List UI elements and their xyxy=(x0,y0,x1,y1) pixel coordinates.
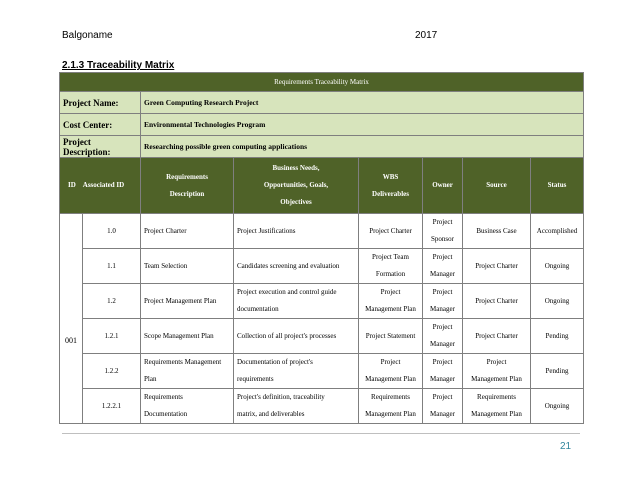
source-cell-line1: Business Case xyxy=(476,226,517,235)
column-header-associated-id: Associated ID xyxy=(82,181,125,189)
owner-cell-line1: Project xyxy=(432,393,453,401)
status-cell: Ongoing xyxy=(531,389,584,424)
table-row xyxy=(60,389,584,424)
wbs-deliverables-cell-line1: Project Charter xyxy=(369,226,412,235)
wbs-deliverables-cell-line2: Management Plan xyxy=(365,305,416,313)
associated-id-cell: 1.2.2.1 xyxy=(83,389,141,424)
owner-cell-line2: Manager xyxy=(430,270,455,278)
table-row xyxy=(60,214,584,249)
source-cell-line1: Project Charter xyxy=(475,331,518,340)
column-header-wbs-line1: WBS xyxy=(382,172,399,181)
requirement-description-cell xyxy=(141,389,234,424)
requirement-description-cell-line1: Scope Management Plan xyxy=(144,331,214,340)
column-header-req-line2: Description xyxy=(169,189,205,198)
source-cell-line1: Requirements xyxy=(477,393,516,401)
column-header-biz-line1: Business Needs, xyxy=(272,164,320,172)
requirement-description-cell-line1: Project Management Plan xyxy=(144,296,217,305)
requirement-description-cell xyxy=(141,214,234,249)
business-needs-cell xyxy=(234,249,359,284)
source-cell xyxy=(463,214,531,249)
source-cell-line2: Management Plan xyxy=(471,375,522,383)
business-needs-cell xyxy=(234,389,359,424)
associated-id-cell: 1.1 xyxy=(83,249,141,284)
wbs-deliverables-cell xyxy=(359,354,423,389)
requirement-description-cell-line2: Plan xyxy=(144,375,157,383)
business-needs-cell-line2: requirements xyxy=(237,375,274,383)
source-cell-line1: Project xyxy=(486,358,507,366)
requirement-description-cell-line1: Team Selection xyxy=(144,261,188,270)
business-needs-cell-line1: Project Justifications xyxy=(237,226,296,235)
column-header-biz-line3: Objectives xyxy=(280,198,312,206)
wbs-deliverables-cell xyxy=(359,389,423,424)
wbs-deliverables-cell-line1: Project Statement xyxy=(365,331,416,340)
header-left-text: Balgoname xyxy=(62,30,113,41)
table-row xyxy=(60,249,584,284)
cost-center-value: Environmental Technologies Program xyxy=(141,114,584,136)
column-header-req-line1: Requirements xyxy=(166,172,208,181)
column-header-id: ID xyxy=(68,181,76,189)
owner-cell xyxy=(423,284,463,319)
requirement-description-cell-line1: Project Charter xyxy=(144,226,187,235)
business-needs-cell-line1: Candidates screening and evaluation xyxy=(237,261,340,270)
requirement-description-cell xyxy=(141,284,234,319)
status-cell: Pending xyxy=(531,319,584,354)
status-cell: Pending xyxy=(531,354,584,389)
column-header-status: Status xyxy=(531,158,584,214)
source-cell xyxy=(463,354,531,389)
owner-cell xyxy=(423,249,463,284)
source-cell-line1: Project Charter xyxy=(475,296,518,305)
business-needs-cell-line1: Project execution and control guide xyxy=(237,288,337,296)
column-header-business-needs xyxy=(234,158,359,214)
owner-cell-line1: Project xyxy=(432,253,453,261)
requirement-description-cell xyxy=(141,319,234,354)
owner-cell-line2: Manager xyxy=(430,305,455,313)
business-needs-cell-line1: Documentation of project's xyxy=(237,358,313,366)
wbs-deliverables-cell-line1: Project Team xyxy=(372,253,409,261)
project-name-value: Green Computing Research Project xyxy=(141,92,584,114)
wbs-deliverables-cell xyxy=(359,319,423,354)
status-cell: Accomplished xyxy=(531,214,584,249)
owner-cell-line1: Project xyxy=(432,218,453,226)
source-cell xyxy=(463,319,531,354)
status-cell: Ongoing xyxy=(531,284,584,319)
table-row xyxy=(60,319,584,354)
column-header-wbs-deliverables xyxy=(359,158,423,214)
table-row xyxy=(60,284,584,319)
business-needs-cell xyxy=(234,354,359,389)
section-heading: 2.1.3 Traceability Matrix xyxy=(62,60,175,71)
requirement-description-cell-line1: Requirements xyxy=(144,393,183,401)
requirement-description-cell-line2: Documentation xyxy=(144,410,188,418)
associated-id-cell: 1.2 xyxy=(83,284,141,319)
wbs-deliverables-cell xyxy=(359,249,423,284)
owner-cell xyxy=(423,319,463,354)
business-needs-cell-line2: documentation xyxy=(237,305,279,313)
matrix-title: Requirements Traceability Matrix xyxy=(60,73,584,92)
owner-cell-line2: Manager xyxy=(430,340,455,348)
owner-cell-line1: Project xyxy=(432,288,453,296)
wbs-deliverables-cell-line1: Project xyxy=(380,358,401,366)
traceability-matrix-table xyxy=(59,72,584,424)
owner-cell-line2: Sponsor xyxy=(431,235,454,243)
requirement-description-cell xyxy=(141,354,234,389)
page-number: 21 xyxy=(560,441,572,452)
requirement-description-cell-line1: Requirements Management xyxy=(144,358,222,366)
column-header-biz-line2: Opportunities, Goals, xyxy=(263,181,329,189)
business-needs-cell-line1: Collection of all project's processes xyxy=(237,331,337,340)
associated-id-cell: 1.2.2 xyxy=(83,354,141,389)
column-header-id-associated xyxy=(60,158,141,214)
source-cell xyxy=(463,389,531,424)
column-header-source: Source xyxy=(463,158,531,214)
source-cell xyxy=(463,249,531,284)
table-row xyxy=(60,354,584,389)
header-year: 2017 xyxy=(415,30,438,41)
wbs-deliverables-cell-line2: Formation xyxy=(375,270,406,278)
owner-cell xyxy=(423,354,463,389)
cost-center-label: Cost Center: xyxy=(60,114,141,136)
wbs-deliverables-cell-line1: Project xyxy=(380,288,401,296)
owner-cell xyxy=(423,389,463,424)
source-cell-line2: Management Plan xyxy=(471,410,522,418)
wbs-deliverables-cell xyxy=(359,284,423,319)
wbs-deliverables-cell-line2: Management Plan xyxy=(365,375,416,383)
business-needs-cell-line2: matrix, and deliverables xyxy=(237,410,305,418)
owner-cell-line2: Manager xyxy=(430,410,455,418)
owner-cell xyxy=(423,214,463,249)
column-header-requirements-description xyxy=(141,158,234,214)
owner-cell-line2: Manager xyxy=(430,375,455,383)
business-needs-cell xyxy=(234,284,359,319)
footer-divider xyxy=(62,433,580,434)
status-cell: Ongoing xyxy=(531,249,584,284)
matrix-rows xyxy=(60,214,584,424)
business-needs-cell xyxy=(234,319,359,354)
owner-cell-line1: Project xyxy=(432,323,453,331)
column-header-wbs-line2: Deliverables xyxy=(372,189,409,198)
column-header-owner: Owner xyxy=(423,158,463,214)
requirement-description-cell xyxy=(141,249,234,284)
associated-id-cell: 1.2.1 xyxy=(83,319,141,354)
requirement-id: 001 xyxy=(60,214,83,424)
associated-id-cell: 1.0 xyxy=(83,214,141,249)
business-needs-cell-line1: Project's definition, traceability xyxy=(237,393,325,401)
project-description-value: Researching possible green computing applications xyxy=(141,136,584,158)
wbs-deliverables-cell-line2: Management Plan xyxy=(365,410,416,418)
source-cell-line1: Project Charter xyxy=(475,261,518,270)
source-cell xyxy=(463,284,531,319)
wbs-deliverables-cell-line1: Requirements xyxy=(371,393,410,401)
business-needs-cell xyxy=(234,214,359,249)
owner-cell-line1: Project xyxy=(432,358,453,366)
wbs-deliverables-cell xyxy=(359,214,423,249)
project-description-label: Project Description: xyxy=(60,136,141,158)
project-name-label: Project Name: xyxy=(60,92,141,114)
